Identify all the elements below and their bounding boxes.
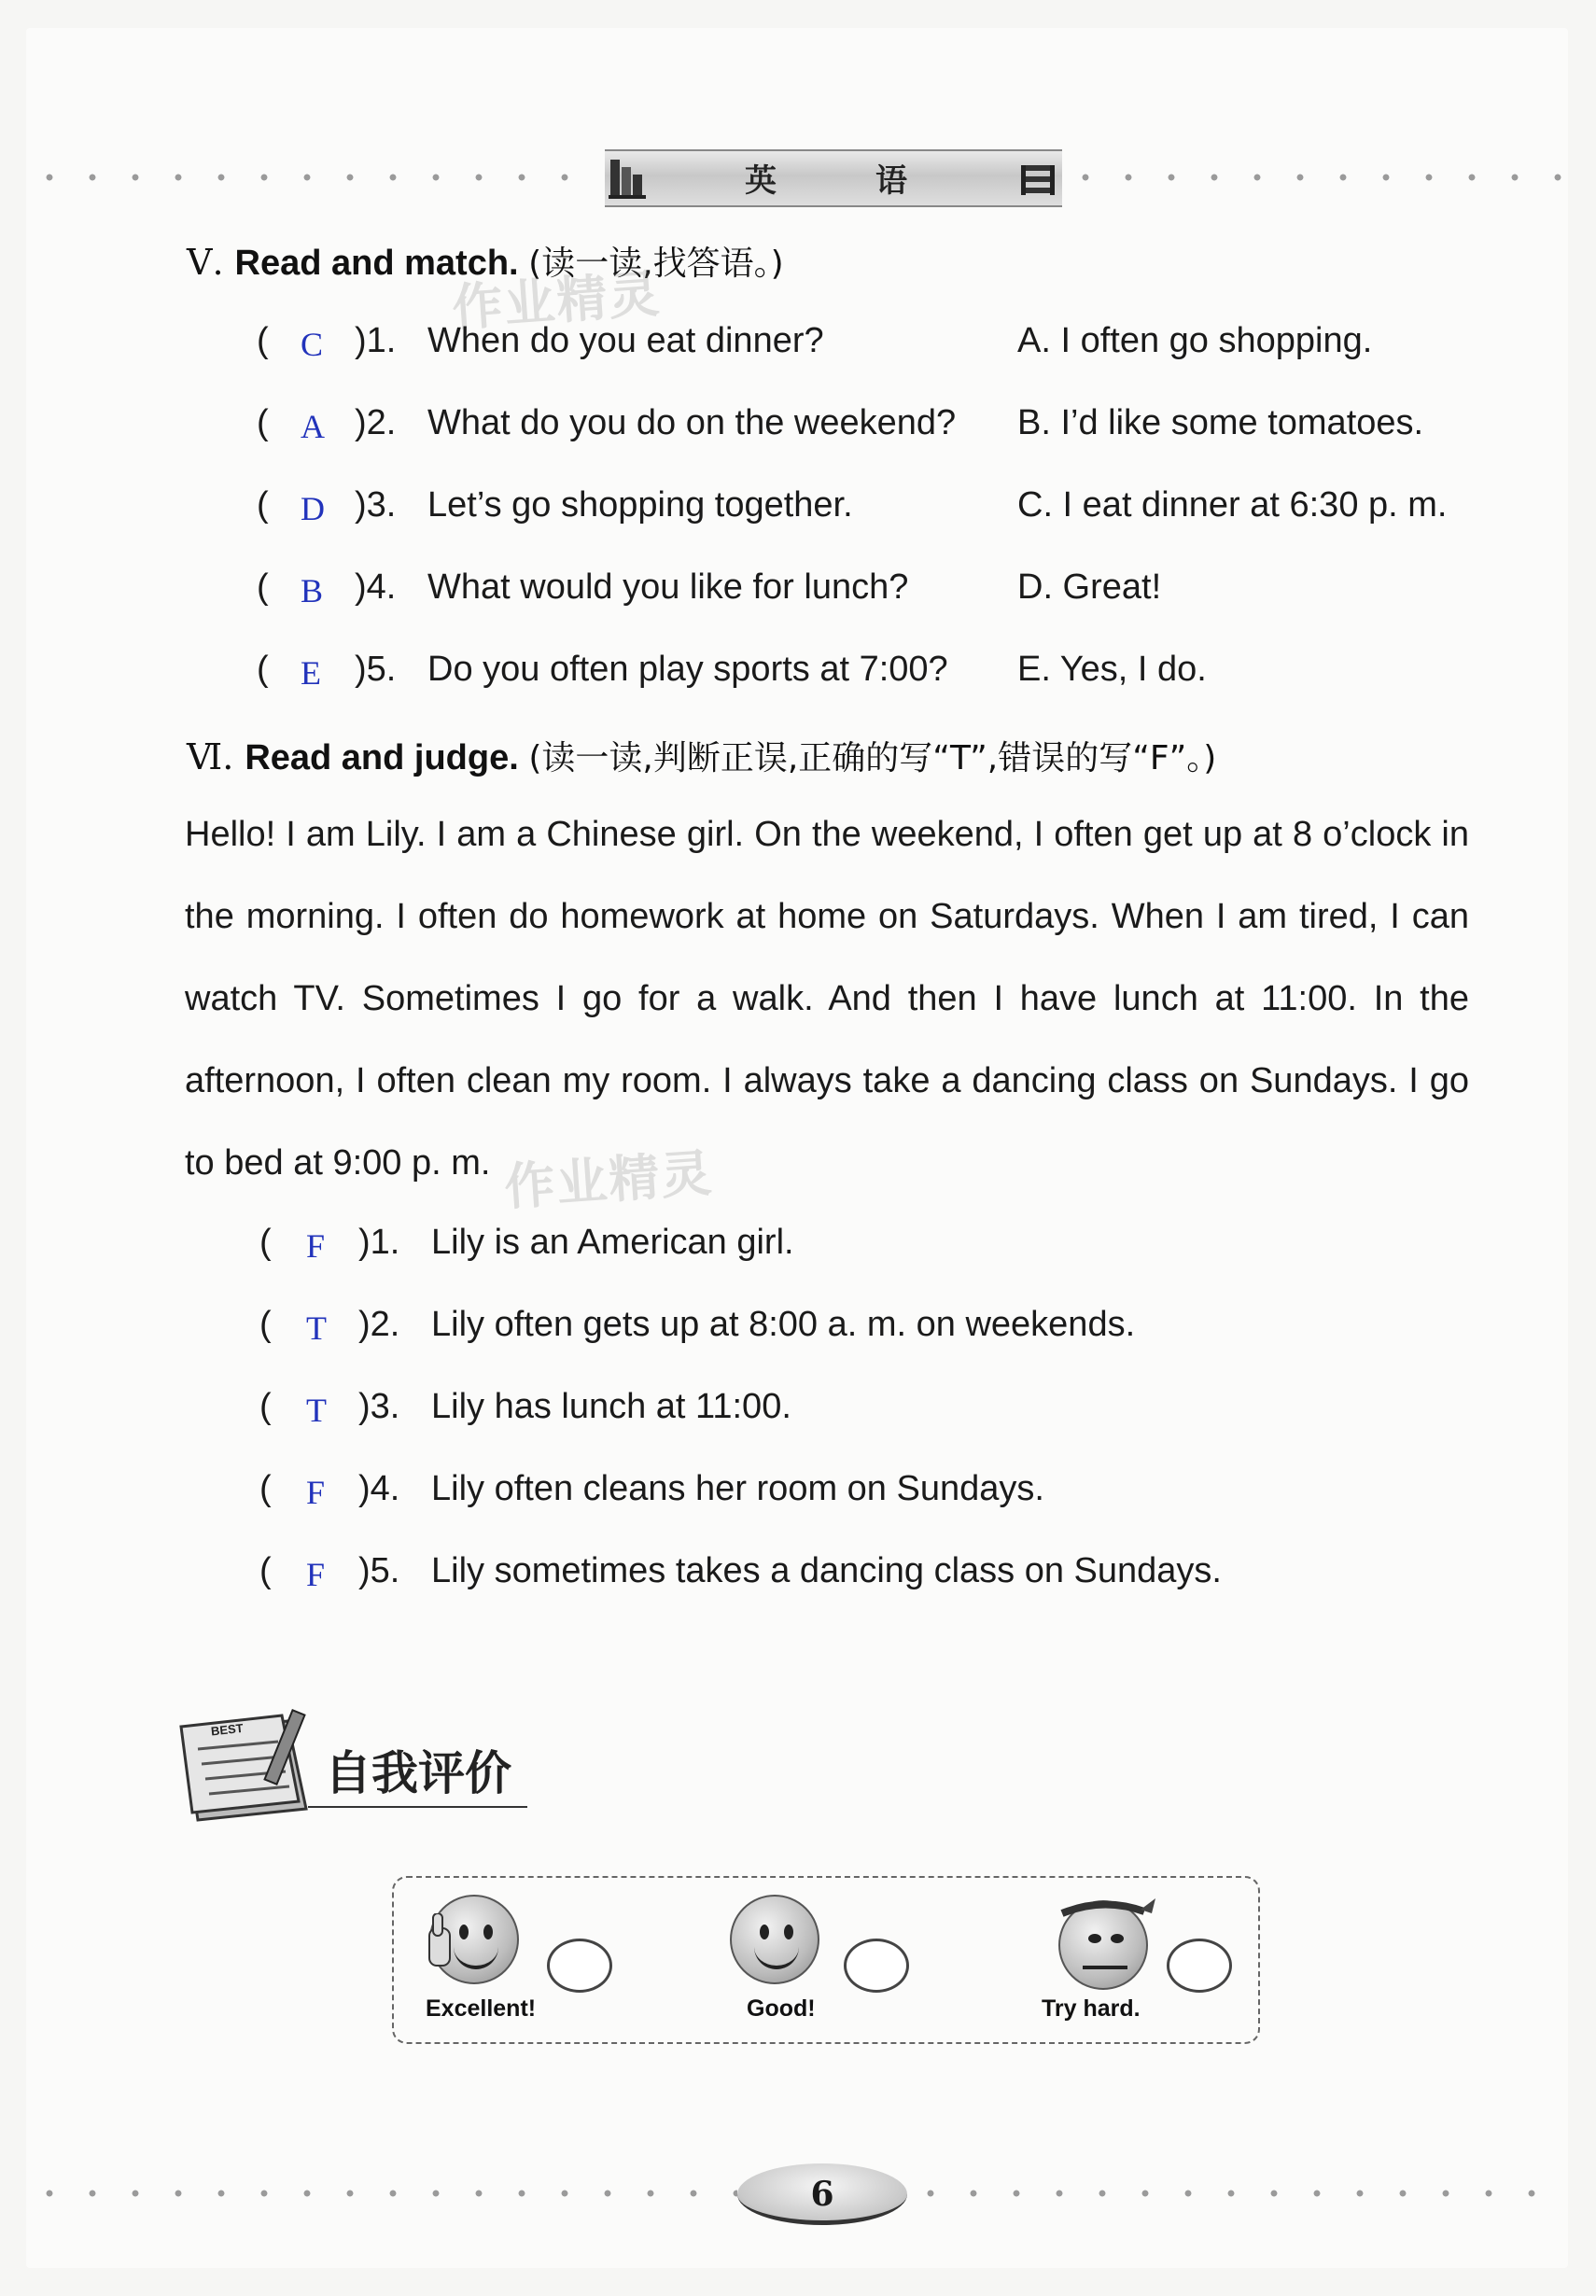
paren-open: ( [257,485,269,525]
statement-text: Lily often gets up at 8:00 a. m. on weekends. [431,1305,1136,1344]
section-5-numeral: Ⅴ. [187,242,224,283]
answer-field[interactable]: F [306,1474,326,1511]
section-6-instruction: (读一读,判断正误,正确的写“T”,错误的写“F”。) [528,739,1217,777]
section-5-instruction: (读一读,找答语。) [528,245,784,283]
shelf-icon [1019,154,1057,201]
question-number: )4. [355,567,397,607]
answer-field[interactable]: D [301,490,325,527]
watermark-2: 作业精灵 [502,1143,716,1217]
answer-field[interactable]: T [306,1392,327,1429]
self-eval-underline [308,1806,527,1808]
question-number: )3. [355,485,397,525]
paren-open: ( [259,1387,272,1426]
answer-field[interactable]: A [301,408,325,445]
statement-text: Lily has lunch at 11:00. [431,1387,791,1426]
answer-field[interactable]: C [301,326,324,363]
paren-open: ( [259,1223,272,1262]
header-dots-right [1064,174,1568,181]
option-e: E. Yes, I do. [1017,650,1207,689]
header-dots-left [28,174,597,181]
reading-passage: Hello! I am Lily. I am a Chinese girl. On the weekend, I often get up at 8 o’clock in the morning. I often do homework at home on Saturdays. When I am tired, I can watch TV. Sometimes I go for a walk. And then I have lunch at 11:00. In the afternoon, I often clean my room. I always take a dancing class on Sundays. I go to bed at 9:00 p. m. [185,815,1469,1183]
answer-field[interactable]: T [306,1309,327,1347]
question-number: )4. [358,1469,400,1508]
excellent-choice-circle[interactable] [547,1939,612,1993]
question-number: )2. [358,1305,400,1344]
statement-text: Lily sometimes takes a dancing class on Sundays. [431,1551,1222,1590]
question-number: )3. [358,1387,400,1426]
option-b: B. I’d like some tomatoes. [1017,403,1424,442]
question-number: )5. [358,1551,400,1590]
header-band [605,149,1062,207]
question-number: )1. [358,1223,400,1262]
question-text: When do you eat dinner? [427,321,824,360]
answer-field[interactable]: F [306,1227,326,1265]
good-face-icon [730,1895,819,1984]
paren-open: ( [259,1305,272,1344]
page-number: 6 [810,2175,834,2214]
statement-text: Lily often cleans her room on Sundays. [431,1469,1044,1508]
footer-dots-right [909,2190,1568,2197]
good-choice-circle[interactable] [844,1939,909,1993]
try-hard-choice-circle[interactable] [1167,1939,1232,1993]
section-6-heading: Read and judge. [245,738,519,777]
question-number: )5. [355,650,397,689]
option-a: A. I often go shopping. [1017,321,1373,360]
question-text: Let’s go shopping together. [427,485,853,525]
notepad-label: BEST [210,1720,245,1739]
section-5-heading: Read and match. [234,244,519,283]
good-label: Good! [747,1995,816,2022]
question-text: What do you do on the weekend? [427,403,957,442]
answer-field[interactable]: E [301,654,321,692]
question-text: What would you like for lunch? [427,567,909,607]
book-icon [609,154,646,201]
question-number: )1. [355,321,397,360]
watermark: 作业精灵 [450,264,664,338]
answer-field[interactable]: B [301,572,324,609]
paren-open: ( [257,650,269,689]
section-6-numeral: Ⅵ. [187,736,234,777]
paren-open: ( [259,1551,272,1590]
notepad-pencil-icon [177,1704,317,1826]
option-d: D. Great! [1017,567,1162,607]
answer-field[interactable]: F [306,1556,326,1593]
paren-open: ( [257,403,269,442]
self-eval-title: 自我评价 [325,1745,511,1800]
paren-open: ( [257,321,269,360]
question-number: )2. [355,403,397,442]
footer-dots-left [28,2190,737,2197]
question-text: Do you often play sports at 7:00? [427,650,948,689]
option-c: C. I eat dinner at 6:30 p. m. [1017,485,1448,525]
try-hard-label: Try hard. [1042,1995,1141,2022]
section-6-title [187,732,1216,779]
paren-open: ( [257,567,269,607]
thumbs-up-icon [422,1913,459,1969]
headband-icon [1055,1891,1157,1928]
paren-open: ( [259,1469,272,1508]
subject-char-1: 英 [745,162,777,200]
subject-char-2: 语 [875,162,907,200]
statement-text: Lily is an American girl. [431,1223,794,1262]
excellent-label: Excellent! [426,1995,537,2022]
